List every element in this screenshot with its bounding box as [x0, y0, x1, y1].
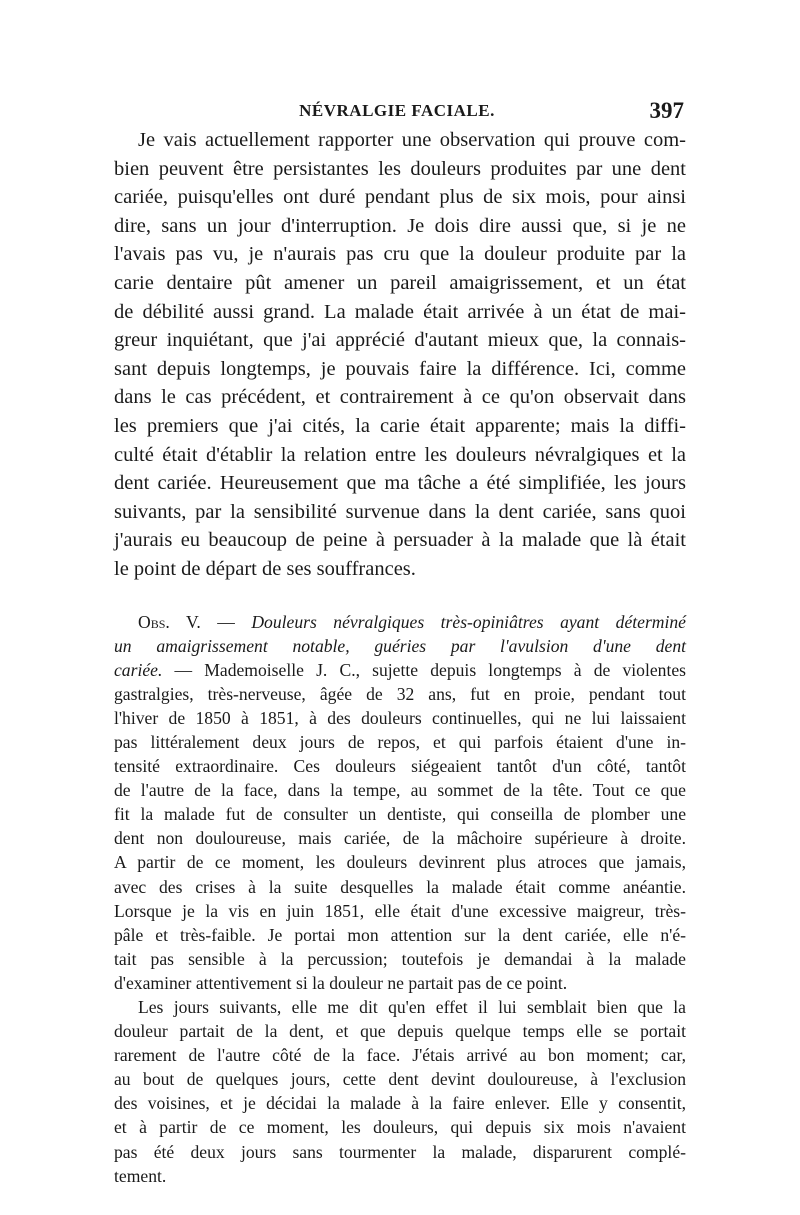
text-line: dent cariée. Heureusement que ma tâche a été simplifiée, les jours: [114, 472, 686, 495]
text-line: sant depuis longtemps, je pouvais faire la différence. Ici, comme: [114, 357, 686, 380]
text-line: culté était d'établir la relation entre les douleurs névralgiques et la: [114, 443, 686, 466]
running-title: NÉVRALGIE FACIALE.: [299, 101, 495, 120]
text-line: au bout de quelques jours, cette dent devint douloureuse, à l'exclusion: [114, 1069, 686, 1090]
text-line: tement.: [114, 1165, 167, 1186]
text-line: tensité extraordinaire. Ces douleurs siégeaient tantôt d'un côté, tantôt: [114, 756, 686, 777]
text-line: le point de départ de ses souffrances.: [114, 557, 416, 580]
text-line: gastralgies, très-nerveuse, âgée de 32 ans, fut en proie, pendant tout: [114, 683, 686, 704]
text-line: pas littéralement deux jours de repos, et qui parfois étaient d'une in-: [114, 731, 686, 752]
observation-title: Douleurs névralgiques très-opiniâtres ayant déterminé: [251, 611, 686, 632]
body-text: [114, 126, 686, 1188]
observation-title-end: cariée.: [114, 659, 163, 680]
text-line: [114, 658, 686, 682]
text-line: greur inquiétant, que j'ai apprécié d'autant mieux que, la connais-: [114, 329, 686, 352]
text-line: bien peuvent être persistantes les douleurs produites par une dent: [114, 157, 686, 180]
observation-title-continued: un amaigrissement notable, guéries par l'avulsion d'une dent: [114, 635, 686, 656]
text-line: Lorsque je la vis en juin 1851, elle était d'une excessive maigreur, très-: [114, 900, 686, 921]
text-line: cariée, puisqu'elles ont duré pendant plus de six mois, pour ainsi: [114, 186, 686, 209]
text-line: tait pas sensible à la percussion; toutefois je demandai à la malade: [114, 948, 686, 969]
text-line: A partir de ce moment, les douleurs devinrent plus atroces que jamais,: [114, 852, 686, 873]
text-line: pas été deux jours sans tourmenter la malade, disparurent complé-: [114, 1141, 686, 1162]
text-line: douleur partait de la dent, et que depuis quelque temps elle se portait: [114, 1021, 686, 1042]
text-line: dent non douloureuse, mais cariée, de la mâchoire supérieure à droite.: [114, 828, 686, 849]
text-line: suivants, par la sensibilité survenue dans la dent cariée, sans quoi: [114, 500, 686, 523]
text-line: les premiers que j'ai cités, la carie était apparente; mais la diffi-: [114, 414, 686, 437]
text-line: avec des crises à la suite desquelles la malade était comme anéantie.: [114, 876, 686, 897]
observation-block: [114, 610, 686, 1188]
text-line: carie dentaire pût amener un pareil amaigrissement, et un état: [114, 271, 686, 294]
text-line: rarement de l'autre côté de la face. J'étais arrivé au bon moment; car,: [114, 1045, 686, 1066]
text-line: dans le cas précédent, et contrairement à ce qu'on observait dans: [114, 386, 686, 409]
text-line: dire, sans un jour d'interruption. Je dois dire aussi que, si je ne: [114, 214, 686, 237]
text-line: pâle et très-faible. Je portai mon attention sur la dent cariée, elle n'é-: [114, 924, 686, 945]
running-header: [110, 96, 684, 126]
text-line: de débilité aussi grand. La malade était arrivée à un état de mai-: [114, 300, 686, 323]
observation-dash: —: [200, 611, 252, 632]
text-line: l'hiver de 1850 à 1851, à des douleurs continuelles, qui ne lui laissaient: [114, 707, 686, 728]
text-line: Je vais actuellement rapporter une observation qui prouve com-: [138, 129, 686, 151]
text-line: d'examiner attentivement si la douleur ne partait pas de ce point.: [114, 972, 568, 993]
paragraph-main: [114, 126, 686, 584]
text-line: Les jours suivants, elle me dit qu'en effet il lui semblait bien que la: [138, 997, 686, 1017]
text-line: j'aurais eu beaucoup de peine à persuader à la malade que là était: [114, 529, 686, 552]
text-line: des voisines, et je décidai la malade à la faire enlever. Elle y consentit,: [114, 1093, 686, 1114]
text-line: et à partir de ce moment, les douleurs, qui depuis six mois n'avaient: [114, 1117, 686, 1138]
observation-title-line: [114, 634, 686, 658]
observation-label: Obs. V.: [138, 611, 201, 632]
text-line: de l'autre de la face, dans la tempe, au sommet de la tête. Tout ce que: [114, 780, 686, 801]
observation-text-start: — Mademoiselle J. C., sujette depuis longtemps à de violentes: [162, 659, 686, 680]
text-line: l'avais pas vu, je n'aurais pas cru que la douleur produite par la: [114, 243, 686, 266]
text-line: fit la malade fut de consulter un dentiste, qui conseilla de plomber une: [114, 804, 686, 825]
page-number: 397: [649, 98, 684, 123]
observation-heading-line: [114, 610, 686, 634]
